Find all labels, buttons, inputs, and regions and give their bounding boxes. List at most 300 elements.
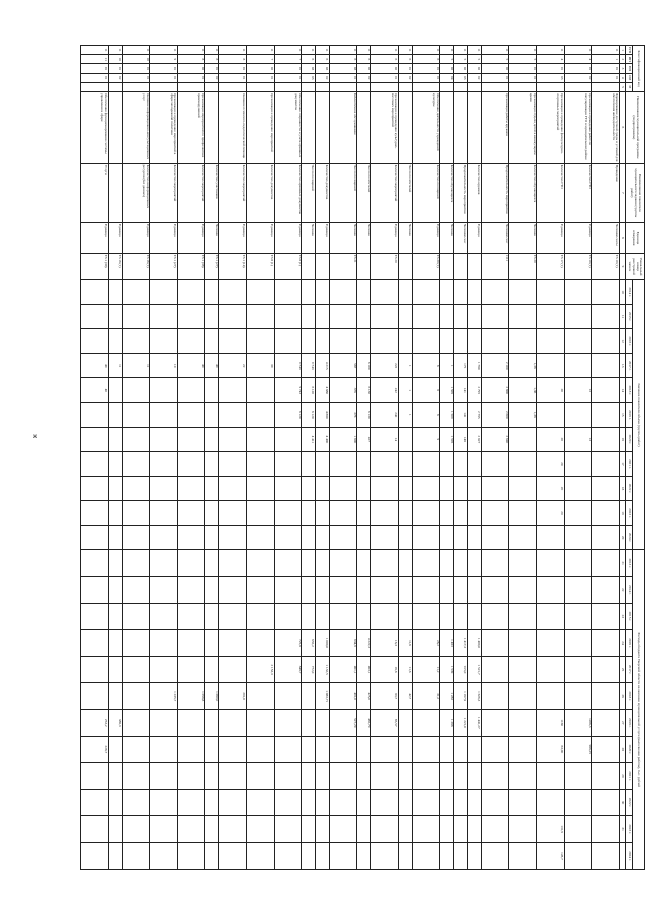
cost-cell (467, 842, 481, 869)
kbk-cell: 01 (81, 73, 109, 82)
header-kbk-sub: ИП (626, 55, 633, 64)
value-cell (122, 525, 150, 550)
value-cell (398, 501, 412, 526)
cost-cell (316, 709, 330, 736)
kbk-cell (329, 82, 357, 91)
cost-cell (509, 656, 537, 683)
cost-cell (316, 789, 330, 816)
cost-cell (454, 763, 468, 790)
program-name-cell (454, 92, 468, 164)
column-index: 9 (620, 253, 626, 280)
unit-cell: Человек (357, 223, 371, 254)
unit-cell: Человек (398, 223, 412, 254)
kbk-cell (122, 82, 150, 91)
cost-cell (122, 576, 150, 603)
kbk-cell: 11 (564, 46, 592, 55)
value-cell (205, 403, 219, 428)
value-cell: 242 (371, 378, 399, 403)
header-value-year: 2022 г. (626, 476, 633, 501)
header-value-year: 2020 г. (626, 427, 633, 452)
value-cell: 141 (454, 378, 468, 403)
unit-cell: Единица (316, 223, 330, 254)
value-cell (122, 427, 150, 452)
cost-cell (177, 842, 205, 869)
value-cell (177, 427, 205, 452)
kbk-cell: 03 (302, 73, 316, 82)
cost-cell: 31,2 (412, 683, 440, 710)
value-cell (357, 525, 371, 550)
kbk-cell: 01 (81, 64, 109, 73)
value-cell (177, 525, 205, 550)
cost-cell (412, 842, 440, 869)
value-cell (329, 304, 357, 329)
kbk-cell: 01 (122, 64, 150, 73)
cost-cell (398, 763, 412, 790)
program-name-cell (440, 92, 454, 164)
column-index: 5 (620, 82, 626, 91)
value-cell (592, 452, 620, 477)
value-cell: 2 795 (467, 403, 481, 428)
table-row (440, 46, 454, 870)
value-cell: 20 (537, 378, 565, 403)
service-name-cell: Количество обучающихся (440, 163, 454, 222)
value-cell (357, 476, 371, 501)
cost-cell (108, 603, 122, 630)
cost-cell (371, 603, 399, 630)
value-cell (509, 476, 537, 501)
header-cost-year: 2017 г. (626, 656, 633, 683)
value-cell (205, 476, 219, 501)
cost-cell (537, 550, 565, 577)
value-cell: 20 (537, 501, 565, 526)
program-name-cell: Организация и проведение культурно-массовых мероприятий (371, 92, 399, 164)
kbk-cell (246, 82, 274, 91)
value-cell (316, 280, 330, 305)
table-row (81, 46, 109, 870)
service-name-cell: Услуги (81, 163, 109, 222)
value-cell (329, 525, 357, 550)
registry-code-cell: ТЗ.1 (27) (150, 253, 178, 280)
service-name-cell: Количество архивных документов (274, 163, 302, 222)
value-cell (150, 525, 178, 550)
cost-cell (150, 736, 178, 763)
program-name-cell (398, 92, 412, 164)
cost-cell (177, 550, 205, 577)
value-cell (592, 304, 620, 329)
service-name-cell: Количество мероприятий (219, 163, 247, 222)
cost-cell (274, 816, 302, 843)
value-cell (440, 304, 454, 329)
value-cell (108, 304, 122, 329)
value-cell (467, 501, 481, 526)
table-row (371, 46, 399, 870)
cost-cell (440, 550, 454, 577)
value-cell (108, 452, 122, 477)
value-cell: 11 (122, 353, 150, 378)
value-cell (440, 452, 454, 477)
cost-cell: 634,9 (329, 630, 357, 657)
value-cell: 427 (357, 427, 371, 452)
cost-cell (122, 842, 150, 869)
column-index: 23 (620, 603, 626, 630)
value-cell: 6 130 (357, 378, 371, 403)
value-cell: 6 100 (357, 353, 371, 378)
kbk-cell: 02 (316, 73, 330, 82)
value-cell: 2 827 (467, 427, 481, 452)
value-cell: 1,36 (509, 378, 537, 403)
header-value-year: 2023 г. (626, 501, 633, 526)
header-registry-code: Уникальный номер реестровой записи (626, 253, 645, 280)
table-row (219, 46, 247, 870)
cost-cell: 16,3 (371, 630, 399, 657)
value-cell (302, 501, 316, 526)
value-cell (440, 476, 454, 501)
kbk-cell: 11 (454, 46, 468, 55)
cost-cell (371, 789, 399, 816)
cost-cell (481, 683, 509, 710)
kbk-cell: 11 (440, 46, 454, 55)
value-cell (357, 280, 371, 305)
kbk-cell: 01 (509, 73, 537, 82)
cost-cell (274, 603, 302, 630)
kbk-cell: 01 (177, 73, 205, 82)
kbk-cell: 11 (481, 46, 509, 55)
unit-cell: Человеко-часы (592, 223, 620, 254)
header-cost-year: 2022 г. (626, 789, 633, 816)
value-cell (412, 452, 440, 477)
cost-cell (219, 763, 247, 790)
value-cell: 30 (246, 353, 274, 378)
kbk-cell: 03 (302, 64, 316, 73)
value-cell (316, 304, 330, 329)
cost-cell (564, 816, 592, 843)
cost-cell (509, 576, 537, 603)
column-index: 25 (620, 656, 626, 683)
cost-cell: 1 539 (440, 656, 454, 683)
program-name-cell (316, 92, 330, 164)
value-cell (509, 525, 537, 550)
cost-cell (219, 576, 247, 603)
service-name-cell: Проведение (592, 163, 620, 222)
value-cell (398, 525, 412, 550)
cost-cell (274, 550, 302, 577)
kbk-cell: 01 (246, 73, 274, 82)
cost-cell: 1 288 (440, 709, 454, 736)
cost-cell: 465,79 (357, 709, 371, 736)
value-cell (371, 476, 399, 501)
unit-cell: Единица (177, 223, 205, 254)
cost-cell (592, 683, 620, 710)
registry-code-cell (440, 253, 454, 280)
cost-cell (177, 789, 205, 816)
cost-cell: 1 400,0 (467, 630, 481, 657)
value-cell (302, 525, 316, 550)
kbk-cell: 01 (592, 64, 620, 73)
cost-cell (205, 576, 219, 603)
value-cell (592, 525, 620, 550)
value-cell (122, 280, 150, 305)
kbk-cell: 02 (481, 64, 509, 73)
kbk-cell: 02 (357, 73, 371, 82)
cost-cell (122, 709, 150, 736)
kbk-cell: 03 (329, 64, 357, 73)
cost-cell (357, 816, 371, 843)
cost-cell (467, 576, 481, 603)
kbk-cell: 02 (108, 73, 122, 82)
value-cell (467, 304, 481, 329)
cost-cell (316, 603, 330, 630)
kbk-cell: 11 (302, 46, 316, 55)
value-cell (454, 329, 468, 354)
kbk-cell (509, 82, 537, 91)
value-cell: 1 (440, 353, 454, 378)
cost-cell (246, 736, 274, 763)
kbk-cell: 02 (467, 64, 481, 73)
cost-cell: 1 626,3 (467, 683, 481, 710)
cost-cell (592, 709, 620, 736)
value-cell: 242 (371, 403, 399, 428)
value-cell (592, 476, 620, 501)
value-cell (481, 329, 509, 354)
cost-cell (150, 816, 178, 843)
cost-cell (481, 550, 509, 577)
cost-cell (329, 550, 357, 577)
cost-cell: 1 132,5 (316, 656, 330, 683)
kbk-cell: 6 (412, 55, 440, 64)
cost-cell (440, 576, 454, 603)
value-cell: 4 411 (302, 427, 316, 452)
kbk-cell (150, 82, 178, 91)
value-cell (316, 329, 330, 354)
cost-cell: 1 221,0 (454, 709, 468, 736)
kbk-cell: 11 (81, 55, 109, 64)
unit-cell: Единица (150, 223, 178, 254)
cost-cell (150, 656, 178, 683)
cost-cell (246, 842, 274, 869)
unit-cell: Единица (467, 223, 481, 254)
value-cell (371, 525, 399, 550)
cost-cell (150, 789, 178, 816)
value-cell: 2 640 (481, 427, 509, 452)
value-cell (177, 304, 205, 329)
value-cell (412, 329, 440, 354)
cost-cell (219, 550, 247, 577)
cost-cell (246, 789, 274, 816)
value-cell (357, 304, 371, 329)
value-cell (219, 452, 247, 477)
value-cell (246, 403, 274, 428)
value-cell (316, 501, 330, 526)
value-cell (592, 427, 620, 452)
value-cell: 4 880 (316, 378, 330, 403)
cost-cell (537, 603, 565, 630)
cost-cell (564, 550, 592, 577)
value-cell (398, 329, 412, 354)
cost-cell (205, 709, 219, 736)
value-cell (150, 280, 178, 305)
value-cell (454, 280, 468, 305)
cost-cell: 11,6 (398, 630, 412, 657)
kbk-cell: 11 (177, 46, 205, 55)
service-name-cell: Число посетителей (398, 163, 412, 222)
cost-cell (122, 736, 150, 763)
value-cell (592, 329, 620, 354)
value-cell (371, 501, 399, 526)
value-cell (509, 329, 537, 354)
cost-cell (481, 576, 509, 603)
kbk-cell: 01 (205, 64, 219, 73)
value-cell: 175 (454, 353, 468, 378)
cost-cell (398, 709, 412, 736)
cost-cell (398, 842, 412, 869)
cost-cell (205, 816, 219, 843)
kbk-cell: 03 (454, 73, 468, 82)
table-row (412, 46, 440, 870)
kbk-cell: 01 (537, 64, 565, 73)
cost-cell: 1 441,27 (467, 709, 481, 736)
kbk-cell: 03 (316, 64, 330, 73)
header-value-year: 2016 г. (626, 329, 633, 354)
cost-cell: 463,1 (357, 656, 371, 683)
cost-cell (205, 603, 219, 630)
cost-cell (509, 842, 537, 869)
value-cell (357, 329, 371, 354)
kbk-cell: 01 (412, 64, 440, 73)
kbk-cell: 01 (412, 73, 440, 82)
kbk-cell: 11 (537, 46, 565, 55)
kbk-cell (467, 82, 481, 91)
value-cell (274, 280, 302, 305)
kbk-cell: 4 (537, 55, 565, 64)
header-cost-year: 2021 г. (626, 763, 633, 790)
cost-cell: 848,7 (274, 656, 302, 683)
cost-cell (481, 842, 509, 869)
value-cell (398, 427, 412, 452)
cost-cell (316, 763, 330, 790)
cost-cell (274, 789, 302, 816)
cost-cell (398, 603, 412, 630)
cost-cell (592, 842, 620, 869)
cost-cell (592, 789, 620, 816)
cost-cell (357, 736, 371, 763)
cost-cell (81, 683, 109, 710)
value-cell (219, 329, 247, 354)
value-cell (440, 501, 454, 526)
program-name-cell: Организация отдыха детей в каникулярное время (509, 92, 537, 164)
value-cell: 11 (108, 353, 122, 378)
cost-cell (246, 550, 274, 577)
value-cell: 10 (150, 353, 178, 378)
value-cell (150, 329, 178, 354)
value-cell (454, 525, 468, 550)
cost-cell (412, 736, 440, 763)
registry-code-cell: ТЗ.20 (371, 253, 399, 280)
column-index: 14 (620, 378, 626, 403)
service-name-cell: Продолжительность мероприятия (481, 163, 509, 222)
header-value-year: 2021 г. (626, 452, 633, 477)
cost-cell (592, 763, 620, 790)
cost-cell: 11,6 (398, 656, 412, 683)
cost-cell (122, 603, 150, 630)
value-cell (564, 452, 592, 477)
cost-cell: 1 521,7 (467, 656, 481, 683)
value-cell (371, 329, 399, 354)
cost-cell (122, 550, 150, 577)
cost-cell (122, 656, 150, 683)
value-cell: 40 (205, 353, 219, 378)
value-cell (150, 476, 178, 501)
value-cell (81, 304, 109, 329)
value-cell (122, 403, 150, 428)
value-cell: 1 (398, 403, 412, 428)
cost-cell (205, 630, 219, 657)
cost-cell (398, 736, 412, 763)
value-cell (537, 403, 565, 428)
kbk-cell: 11 (81, 46, 109, 55)
value-cell (122, 329, 150, 354)
service-name-cell: Число посещений (329, 163, 357, 222)
table-row (329, 46, 357, 870)
kbk-cell: 11 (274, 46, 302, 55)
value-cell (205, 329, 219, 354)
cost-cell (81, 603, 109, 630)
kbk-cell: 02 (371, 64, 399, 73)
header-kbk-sub: П/П (626, 46, 633, 55)
cost-cell (454, 789, 468, 816)
cost-cell (150, 630, 178, 657)
value-cell (219, 280, 247, 305)
cost-cell (219, 842, 247, 869)
table-row (357, 46, 371, 870)
cost-cell (412, 576, 440, 603)
table-row (398, 46, 412, 870)
kbk-cell: 02 (454, 64, 468, 73)
column-index: 30 (620, 789, 626, 816)
column-index: 17 (620, 452, 626, 477)
value-cell (412, 304, 440, 329)
kbk-cell: 01 (592, 73, 620, 82)
table-row (592, 46, 620, 870)
program-name-cell: Формирование доступной среды и условий для обеспечения жизнедеятельности (592, 92, 620, 164)
kbk-cell: 01 (274, 73, 302, 82)
value-cell: 6 120 (302, 403, 316, 428)
column-index: 21 (620, 550, 626, 577)
value-cell (177, 329, 205, 354)
kbk-cell: 5 (509, 55, 537, 64)
cost-cell (509, 603, 537, 630)
program-name-cell: Оказание психолого-педагогической помощи (219, 92, 247, 164)
value-cell (454, 452, 468, 477)
kbk-cell: 11 (316, 46, 330, 55)
cost-cell (467, 763, 481, 790)
cost-cell (509, 550, 537, 577)
column-index: 28 (620, 736, 626, 763)
value-cell (302, 304, 316, 329)
cost-cell (150, 603, 178, 630)
cost-cell (302, 550, 316, 577)
cost-cell (412, 763, 440, 790)
program-name-cell: Обеспечение сохранности и учета архивных документов (274, 92, 302, 164)
cost-cell (150, 709, 178, 736)
service-name-cell: Количество информационных ресурсов (баз данных) (122, 163, 150, 222)
cost-cell (246, 576, 274, 603)
column-index: 26 (620, 683, 626, 710)
value-cell (81, 525, 109, 550)
cost-cell: 63,00 (537, 736, 565, 763)
cost-cell (509, 789, 537, 816)
value-cell: 40 (177, 353, 205, 378)
value-cell (592, 403, 620, 428)
